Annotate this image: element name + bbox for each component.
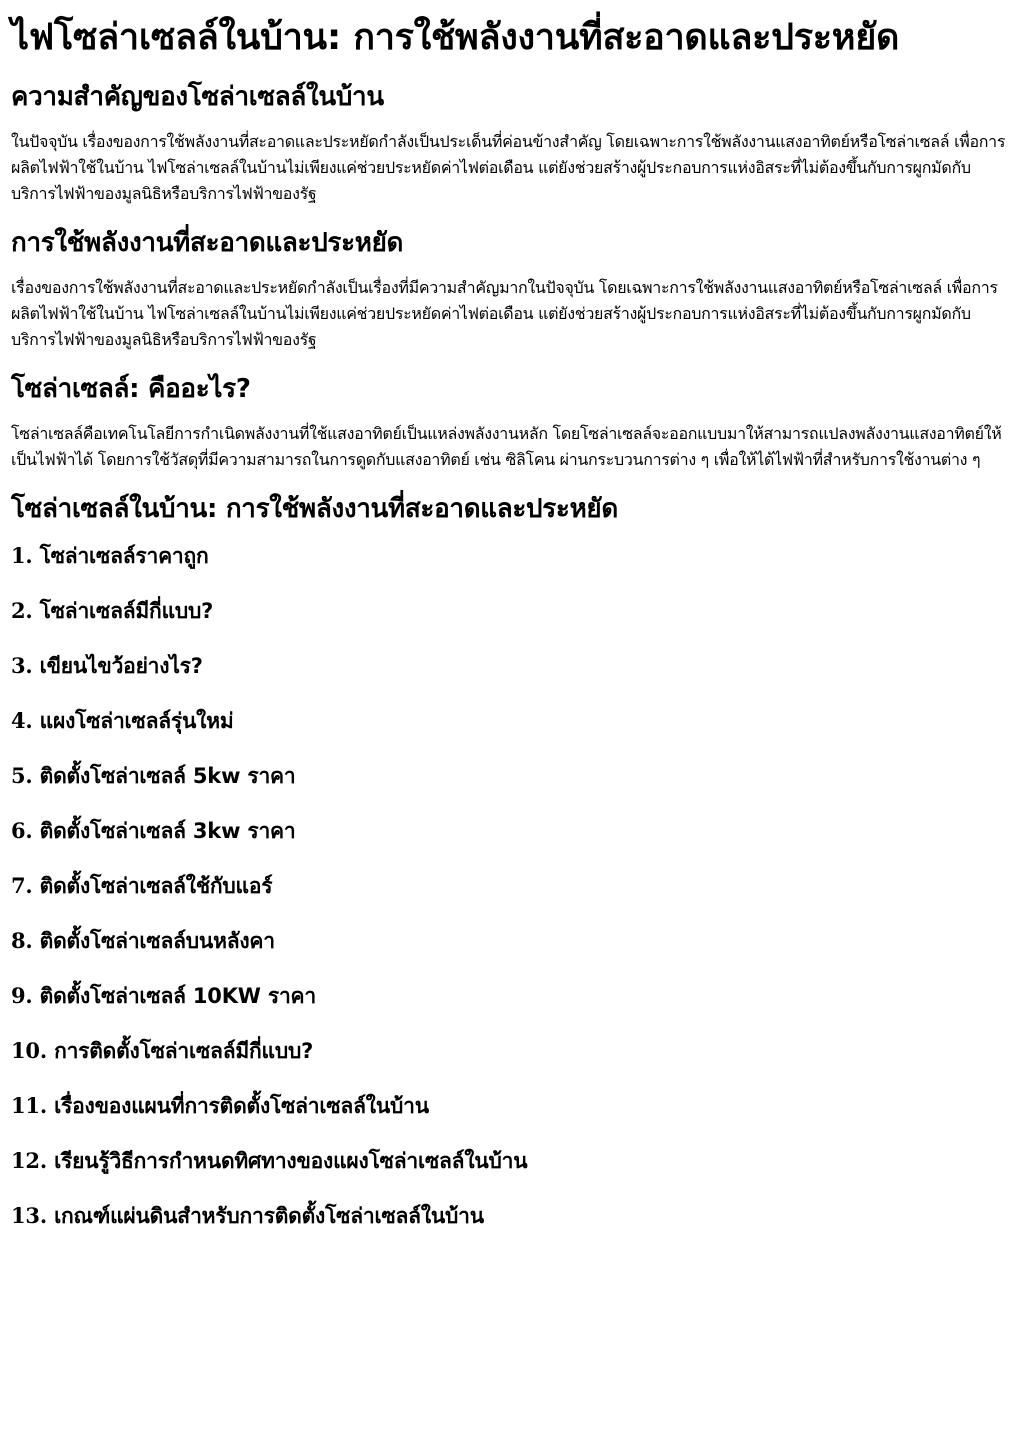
list-item-text: โซล่าเซลล์มีกี่แบบ?: [39, 599, 214, 623]
list-item-text: เรียนรู้วิธีการกำหนดทิศทางของแผงโซล่าเซลล์ในบ้าน: [54, 1149, 528, 1173]
list-item: [11, 1091, 1012, 1121]
list-item: [11, 871, 1012, 901]
section-importance: [11, 77, 1012, 207]
list-item: [11, 981, 1012, 1011]
list-item-text: ติดตั้งโซล่าเซลล์ 10KW ราคา: [39, 984, 316, 1008]
list-item-number: 4.: [11, 708, 33, 733]
list-item-text: ติดตั้งโซล่าเซลล์ 3kw ราคา: [39, 819, 296, 843]
list-item-text: ติดตั้งโซล่าเซลล์ใช้กับแอร์: [39, 874, 273, 898]
section-paragraph: โซล่าเซลล์คือเทคโนโลยีการกำเนิดพลังงานที่ใช้แสงอาทิตย์เป็นแหล่งพลังงานหลัก โดยโซล่าเซลล์จะออกแบบมาให้สามารถแปลงพลังงานแสงอาทิตย์ให้เป็นไฟฟ้าได้ โดยการใช้วัสดุที่มีความสามารถในการดูดกับแสงอาทิตย์ เช่น ซิลิโคน ผ่านกระบวนการต่าง ๆ เพื่อให้ได้ไฟฟ้าที่สำหรับการใช้งานต่าง ๆ: [11, 424, 1002, 469]
list-item: [11, 761, 1012, 791]
list-heading: โซล่าเซลล์ในบ้าน: การใช้พลังงานที่สะอาดและประหยัด: [11, 494, 618, 524]
list-item-text: การติดตั้งโซล่าเซลล์มีกี่แบบ?: [54, 1039, 314, 1063]
list-item: [11, 596, 1012, 626]
list-item-number: 10.: [11, 1038, 47, 1063]
section-heading: ความสำคัญของโซล่าเซลล์ในบ้าน: [11, 82, 384, 112]
list-item-text: ติดตั้งโซล่าเซลล์ 5kw ราคา: [39, 764, 296, 788]
list-item-number: 13.: [11, 1203, 47, 1228]
list-item-text: ติดตั้งโซล่าเซลล์บนหลังคา: [39, 929, 275, 953]
list-item: [11, 1036, 1012, 1066]
list-item-number: 1.: [11, 543, 33, 568]
list-item: [11, 1201, 1012, 1231]
page-title: ไฟโซล่าเซลล์ในบ้าน: การใช้พลังงานที่สะอาดและประหยัด: [11, 17, 900, 58]
list-item-number: 5.: [11, 763, 33, 788]
section-paragraph: เรื่องของการใช้พลังงานที่สะอาดและประหยัดกำลังเป็นเรื่องที่มีความสำคัญมากในปัจจุบัน โดยเฉพาะการใช้พลังงานแสงอาทิตย์หรือโซล่าเซลล์ เพื่อการผลิตไฟฟ้าใช้ในบ้าน ไฟโซล่าเซลล์ในบ้านไม่เพียงแค่ช่วยประหยัดค่าไฟต่อเดือน แต่ยังช่วยสร้างผู้ประกอบการแห่งอิสระที่ไม่ต้องขึ้นกับการผูกมัดกับบริการไฟฟ้าของมูลนิธิหรือบริการไฟฟ้าของรัฐ: [11, 278, 998, 349]
list-item-number: 8.: [11, 928, 33, 953]
list-item-text: โซล่าเซลล์ราคาถูก: [39, 544, 209, 568]
section-heading: การใช้พลังงานที่สะอาดและประหยัด: [11, 228, 404, 258]
list-item: [11, 1146, 1012, 1176]
section-topic-list: [11, 489, 1012, 1231]
list-item-number: 12.: [11, 1148, 47, 1173]
list-item: [11, 651, 1012, 681]
section-heading: โซล่าเซลล์: คืออะไร?: [11, 374, 251, 404]
topic-list: [11, 541, 1012, 1231]
section-clean-energy: [11, 223, 1012, 353]
list-item-number: 2.: [11, 598, 33, 623]
list-item-number: 7.: [11, 873, 33, 898]
list-item: [11, 706, 1012, 736]
section-what-is-solar: [11, 369, 1012, 473]
list-item-text: เขียนไขว้อย่างไร?: [39, 654, 203, 678]
section-paragraph: ในปัจจุบัน เรื่องของการใช้พลังงานที่สะอาดและประหยัดกำลังเป็นประเด็นที่ค่อนข้างสำคัญ โดยเฉพาะการใช้พลังงานแสงอาทิตย์หรือโซล่าเซลล์ เพื่อการผลิตไฟฟ้าใช้ในบ้าน ไฟโซล่าเซลล์ในบ้านไม่เพียงแค่ช่วยประหยัดค่าไฟต่อเดือน แต่ยังช่วยสร้างผู้ประกอบการแห่งอิสระที่ไม่ต้องขึ้นกับการผูกมัดกับบริการไฟฟ้าของมูลนิธิหรือบริการไฟฟ้าของรัฐ: [11, 132, 1006, 203]
list-item-number: 11.: [11, 1093, 47, 1118]
list-item-number: 3.: [11, 653, 33, 678]
list-item-number: 6.: [11, 818, 33, 843]
list-item: [11, 541, 1012, 571]
list-item-text: เกณฑ์แผ่นดินสำหรับการติดตั้งโซล่าเซลล์ในบ้าน: [54, 1204, 484, 1228]
list-item: [11, 926, 1012, 956]
list-item-number: 9.: [11, 983, 33, 1008]
list-item-text: เรื่องของแผนที่การติดตั้งโซล่าเซลล์ในบ้าน: [54, 1094, 429, 1118]
list-item-text: แผงโซล่าเซลล์รุ่นใหม่: [39, 709, 234, 733]
list-item: [11, 816, 1012, 846]
